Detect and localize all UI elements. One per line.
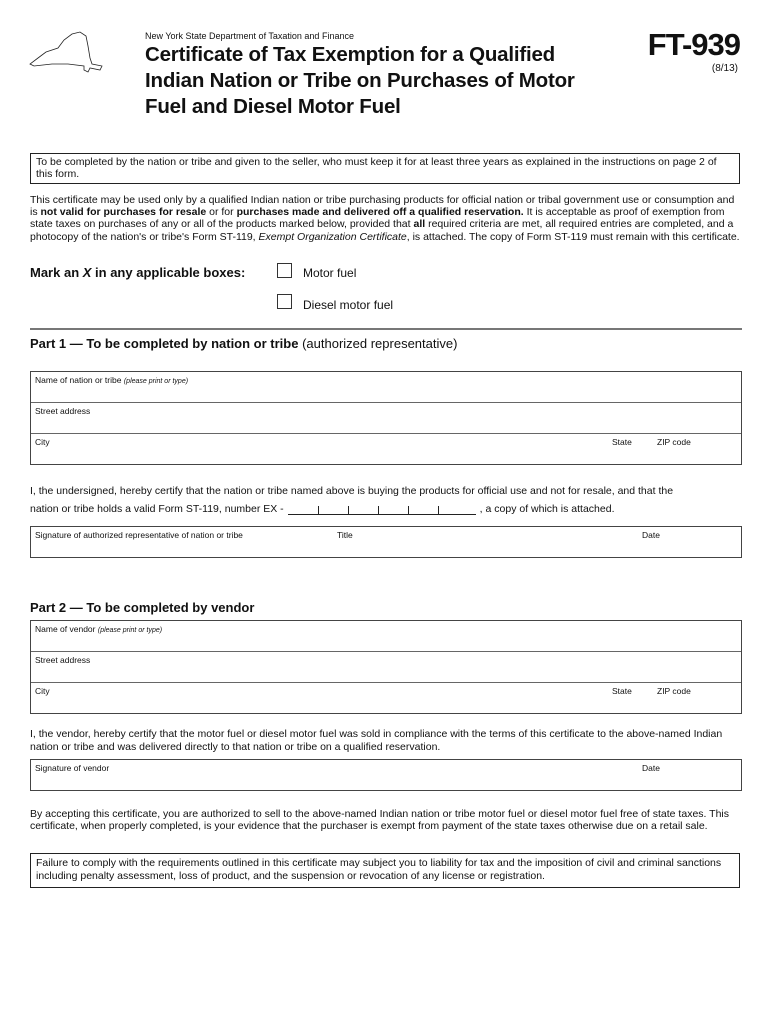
city-label: City — [35, 686, 50, 696]
part1-signature-table — [30, 526, 742, 558]
part2-certification: I, the vendor, hereby certify that the motor fuel or diesel motor fuel was sold in compliance with the terms of this certificate to the above-named Indian nation or tribe and was delivered directly to that nation or tribe on a qualified reservation. — [30, 728, 723, 753]
signature-label: Signature of authorized representative of nation or tribe — [35, 530, 243, 540]
nation-name-field[interactable] — [31, 372, 741, 402]
form-title: Certificate of Tax Exemption for a Qualified Indian Nation or Tribe on Purchases of Motor Fuel and Diesel Motor Fuel — [145, 43, 575, 118]
nation-city-field[interactable] — [31, 433, 741, 464]
vendor-name-label: Name of vendor (please print or type) — [35, 624, 163, 634]
agency-name: New York State Department of Taxation and Finance — [145, 31, 354, 41]
date-label: Date — [642, 763, 660, 773]
state-label: State — [612, 437, 632, 447]
form-number: FT-939 — [647, 27, 740, 62]
accepting-paragraph: By accepting this certificate, you are authorized to sell to the above-named Indian nation or tribe motor fuel or diesel motor fuel free of state taxes. This certificate, when properly completed, is your evidence that the purchaser is exempt from payment of the state taxes otherwise due on a retail sale. — [30, 808, 730, 833]
part1-heading: Part 1 — To be completed by nation or tribe (authorized representative) — [30, 336, 458, 351]
title-label: Title — [337, 530, 353, 540]
city-label: City — [35, 437, 50, 447]
failure-warning-box: Failure to comply with the requirements outlined in this certificate may subject you to liability for tax and the imposition of civil and criminal sanctions including penalty assessment, loss of product, and the suspension or revocation of any license or registration. — [30, 853, 740, 888]
part2-heading: Part 2 — To be completed by vendor — [30, 600, 255, 615]
vendor-signature-label: Signature of vendor — [35, 763, 110, 773]
street-address-label: Street address — [35, 655, 91, 665]
part2-signature-table — [30, 759, 742, 791]
diesel-motor-fuel-checkbox[interactable] — [277, 294, 292, 309]
state-label: State — [612, 686, 632, 696]
section-divider — [30, 328, 742, 330]
vendor-street-field[interactable] — [31, 651, 741, 682]
vendor-city-field[interactable] — [31, 682, 741, 713]
zip-code-label: ZIP code — [657, 437, 691, 447]
street-address-label: Street address — [35, 406, 91, 416]
mark-boxes-label: Mark an X in any applicable boxes: — [30, 265, 246, 280]
ex-number-field[interactable] — [288, 503, 476, 515]
form-revision: (8/13) — [711, 63, 738, 74]
part1-certification: I, the undersigned, hereby certify that the nation or tribe named above is buying the products for official use and not for resale, and that the nation or tribe holds a valid Form ST-119, number EX - , a copy of which is attached. — [30, 485, 674, 515]
vendor-signature-field[interactable] — [31, 760, 741, 790]
zip-code-label: ZIP code — [657, 686, 691, 696]
part1-signature-field[interactable] — [31, 527, 741, 557]
diesel-motor-fuel-label: Diesel motor fuel — [303, 298, 394, 312]
date-label: Date — [642, 530, 660, 540]
part1-address-table — [30, 371, 742, 465]
motor-fuel-checkbox[interactable] — [277, 263, 292, 278]
intro-paragraph: This certificate may be used only by a qualified Indian nation or tribe purchasing products for official nation or tribal government use or consumption and is not valid for purchases for resale or for purchases made and delivered off a qualified reservation. It is acceptable as proof of exemption from state taxes on purchases of any or all of the products marked below, provided that all required criteria are met, all required entries are completed, and a photocopy of the nation's or tribe's Form ST-119, Exempt Organization Certificate, is attached. The copy of Form ST-119 must remain with this certificate. — [30, 194, 740, 243]
motor-fuel-label: Motor fuel — [303, 266, 357, 280]
new-york-state-map-icon — [28, 30, 104, 74]
part2-address-table — [30, 620, 742, 714]
nation-name-label: Name of nation or tribe (please print or type) — [35, 375, 189, 385]
instructions-box: To be completed by the nation or tribe and given to the seller, who must keep it for at least three years as explained in the instructions on page 2 of this form. — [30, 153, 740, 184]
vendor-name-field[interactable] — [31, 621, 741, 651]
nation-street-field[interactable] — [31, 402, 741, 433]
